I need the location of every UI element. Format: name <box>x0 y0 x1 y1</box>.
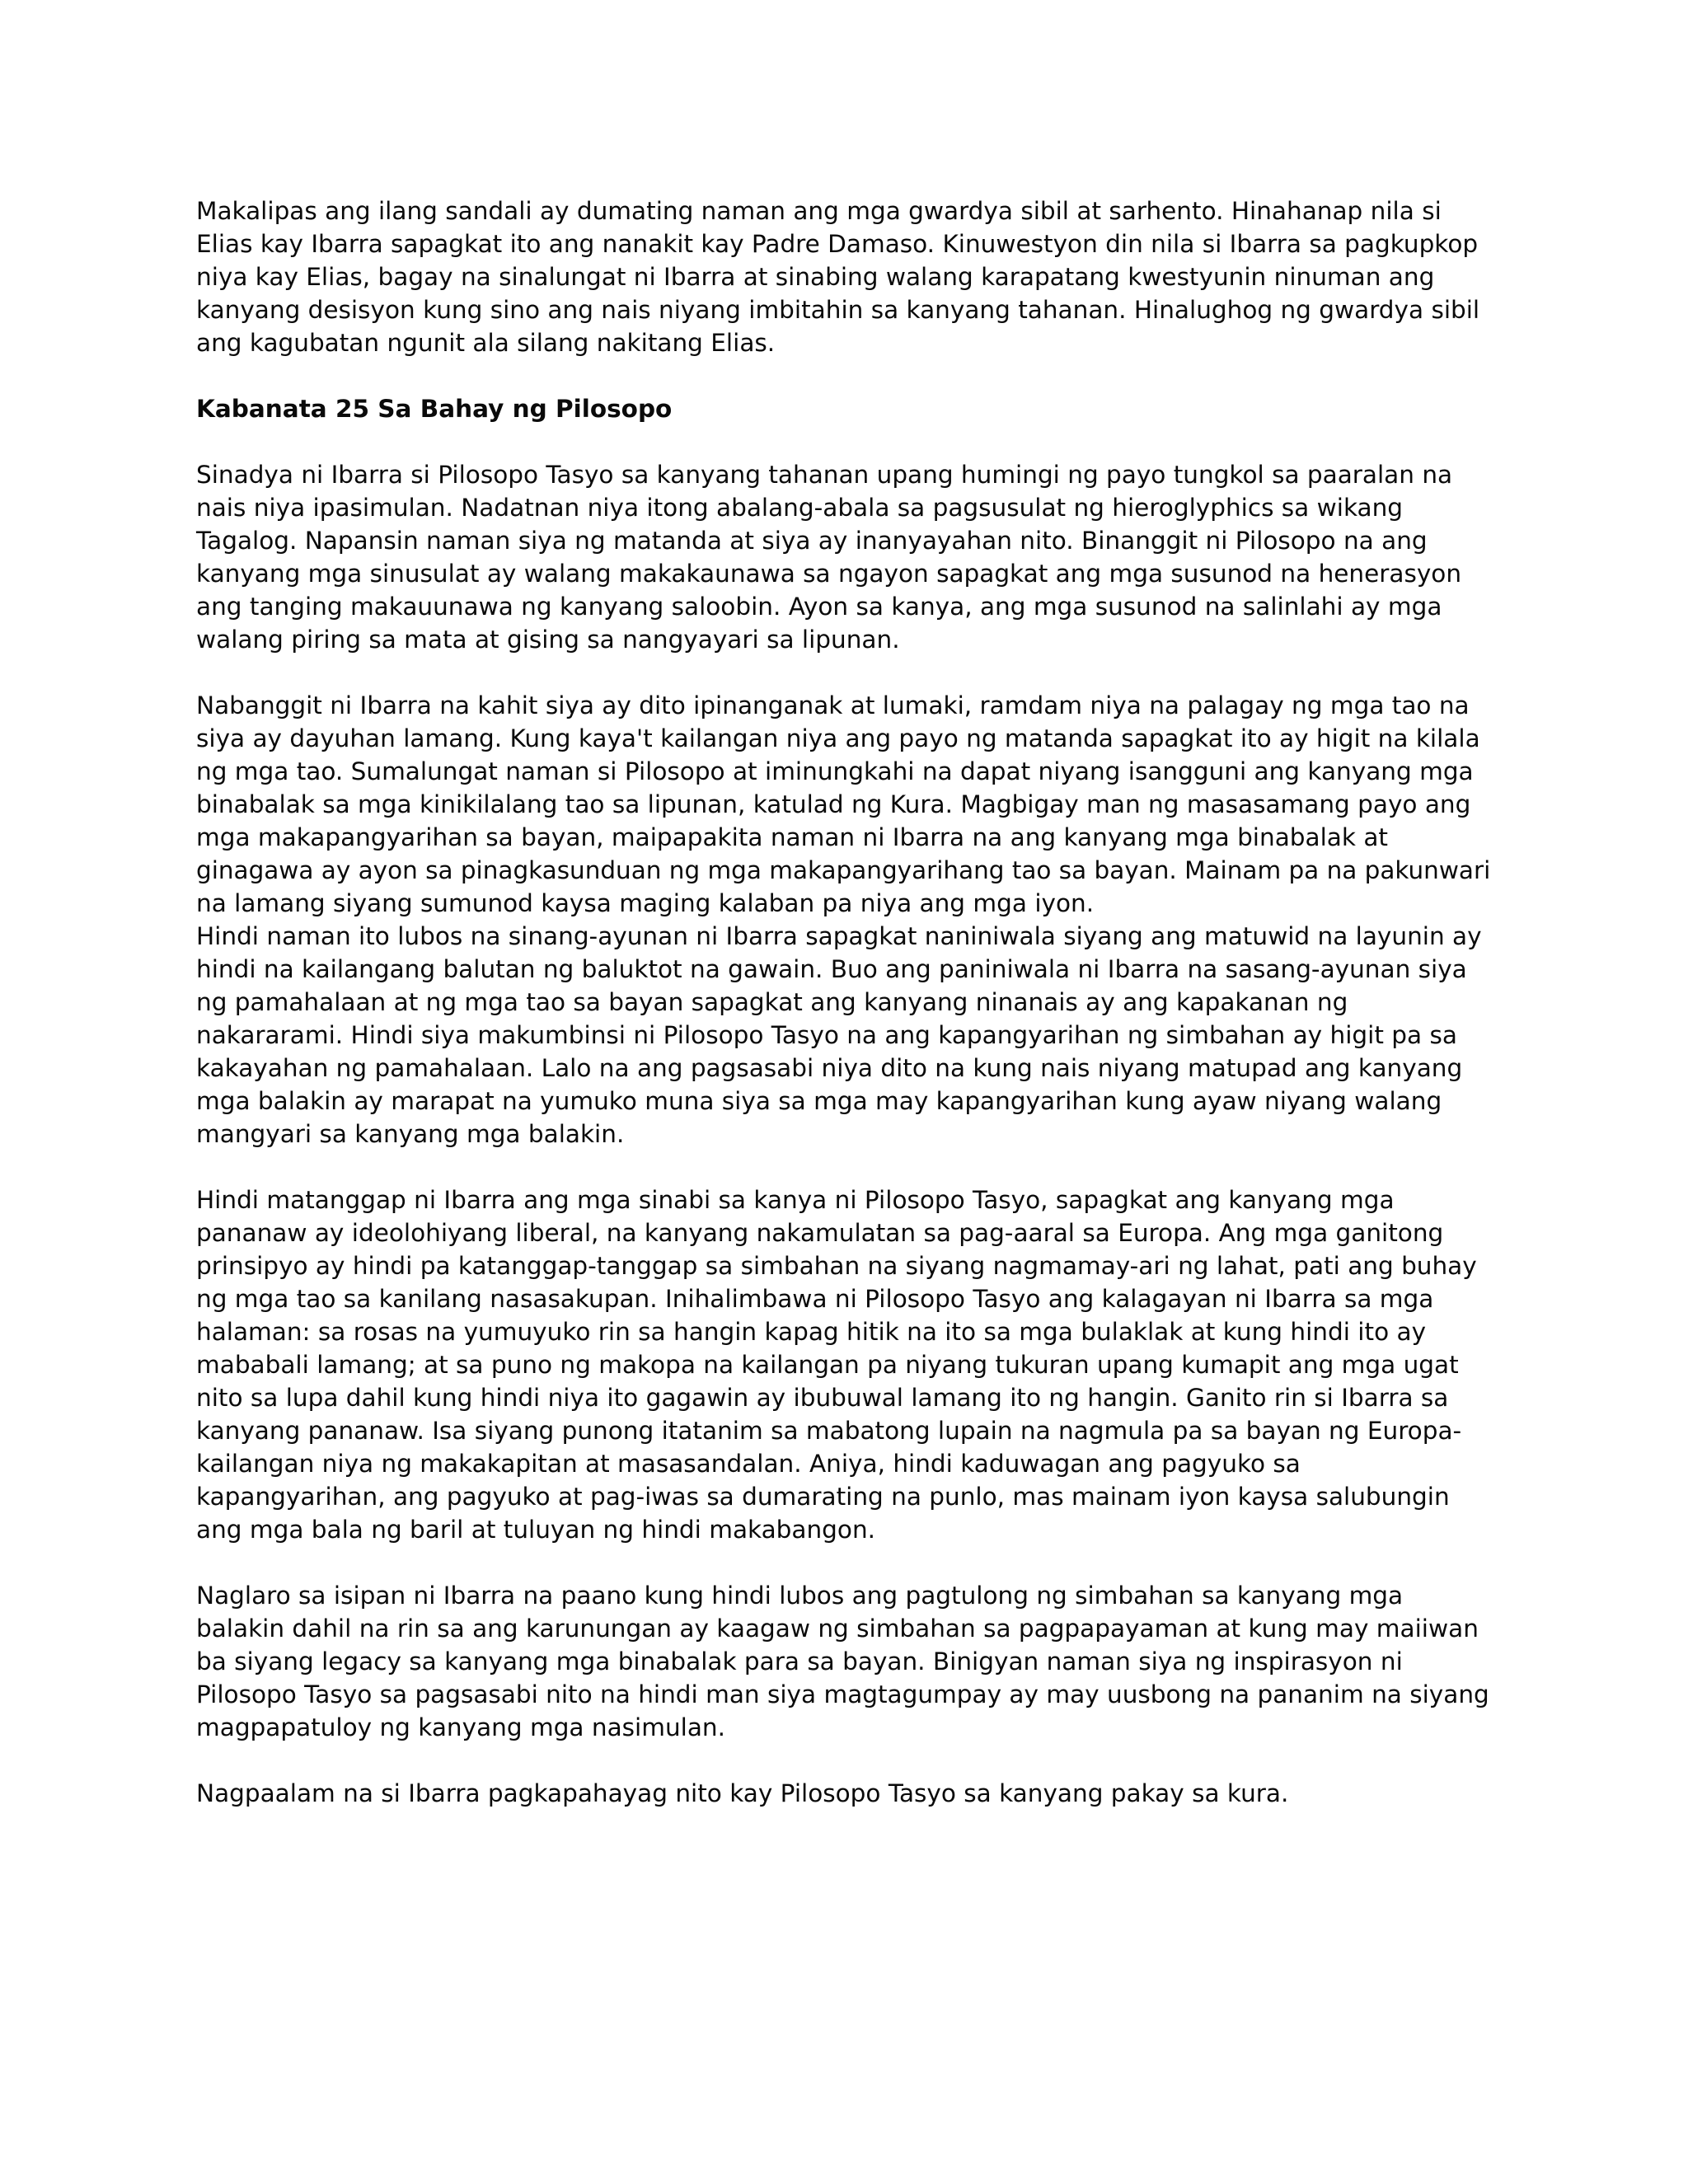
text-line: pananaw ay ideolohiyang liberal, na kanyang nakamulatan sa pag-aaral sa Europa. Ang mga ganitong <box>196 1219 1444 1247</box>
text-line: kailangan niya ng makakapitan at masasandalan. Aniya, hindi kaduwagan ang pagyuko sa <box>196 1450 1301 1478</box>
text-line: kanyang pananaw. Isa siyang punong itatanim sa mabatong lupain na nagmula pa sa bayan ng Europa- <box>196 1417 1462 1445</box>
text-line: ang mga bala ng baril at tuluyan ng hindi makabangon. <box>196 1516 876 1544</box>
text-line: Hindi naman ito lubos na sinang-ayunan ni Ibarra sapagkat naniniwala siyang ang matuwid na layunin ay <box>196 922 1482 950</box>
text-line: mababali lamang; at sa puno ng makopa na kailangan pa niyang tukuran upang kumapit ang mga ugat <box>196 1351 1459 1379</box>
text-line: ng mga tao. Sumalungat naman si Pilosopo at iminungkahi na dapat niyang isangguni ang kanyang mga <box>196 757 1474 785</box>
paragraph-2 <box>196 458 1490 656</box>
text-line: ang tanging makauunawa ng kanyang saloobin. Ayon sa kanya, ang mga susunod na salinlahi ay mga <box>196 593 1442 621</box>
text-line: ng pamahalaan at ng mga tao sa bayan sapagkat ang kanyang ninanais ay ang kapakanan ng <box>196 988 1348 1016</box>
text-line: halaman: sa rosas na yumuyuko rin sa hangin kapag hitik na ito sa mga bulaklak at kung hindi ito ay <box>196 1318 1427 1346</box>
text-line: Tagalog. Napansin naman siya ng matanda at siya ay inanyayahan nito. Binanggit ni Pilosopo na ang <box>196 527 1428 555</box>
text-line: Pilosopo Tasyo sa pagsasabi nito na hindi man siya magtagumpay ay may uusbong na pananim na siyang <box>196 1680 1489 1708</box>
text-line: Nagpaalam na si Ibarra pagkapahayag nito kay Pilosopo Tasyo sa kanyang pakay sa kura. <box>196 1779 1289 1807</box>
text-line: niya kay Elias, bagay na sinalungat ni Ibarra at sinabing walang karapatang kwestyunin ninuman ang <box>196 263 1435 291</box>
text-line: mangyari sa kanyang mga balakin. <box>196 1120 625 1148</box>
text-line: mga balakin ay marapat na yumuko muna siya sa mga may kapangyarihan kung ayaw niyang walang <box>196 1087 1442 1115</box>
document-body <box>196 194 1490 1843</box>
text-line: nais niya ipasimulan. Nadatnan niya itong abalang-abala sa pagsusulat ng hieroglyphics sa wikang <box>196 494 1404 522</box>
text-line: mga makapangyarihan sa bayan, maipapakita naman ni Ibarra na ang kanyang mga binabalak at <box>196 823 1388 851</box>
text-line: Makalipas ang ilang sandali ay dumating naman ang mga gwardya sibil at sarhento. Hinahanap nila si <box>196 197 1442 225</box>
text-line: kanyang mga sinusulat ay walang makakaunawa sa ngayon sapagkat ang mga susunod na henerasyon <box>196 560 1462 588</box>
text-line: nakararami. Hindi siya makumbinsi ni Pilosopo Tasyo na ang kapangyarihan ng simbahan ay higit pa sa <box>196 1021 1457 1049</box>
text-line: walang piring sa mata at gising sa nangyayari sa lipunan. <box>196 626 900 654</box>
text-line: magpapatuloy ng kanyang mga nasimulan. <box>196 1713 725 1741</box>
paragraph-7 <box>196 1777 1490 1810</box>
text-line: binabalak sa mga kinikilalang tao sa lipunan, katulad ng Kura. Magbigay man ng masasamang payo ang <box>196 790 1471 818</box>
text-line: ba siyang legacy sa kanyang mga binabalak para sa bayan. Binigyan naman siya ng inspirasyon ni <box>196 1647 1403 1675</box>
paragraph-3 <box>196 689 1490 920</box>
text-line: nito sa lupa dahil kung hindi niya ito gagawin ay ibubuwal lamang ito ng hangin. Ganito rin si Ibarra sa <box>196 1384 1449 1412</box>
paragraph-6 <box>196 1579 1490 1744</box>
chapter-heading: Kabanata 25 Sa Bahay ng Pilosopo <box>196 395 673 423</box>
text-line: kakayahan ng pamahalaan. Lalo na ang pagsasabi niya dito na kung nais niyang matupad ang kanyang <box>196 1054 1463 1082</box>
text-line: ang kagubatan ngunit ala silang nakitang Elias. <box>196 329 776 357</box>
text-line: siya ay dayuhan lamang. Kung kaya't kailangan niya ang payo ng matanda sapagkat ito ay higit na kilala <box>196 724 1480 752</box>
text-line: Elias kay Ibarra sapagkat ito ang nanakit kay Padre Damaso. Kinuwestyon din nila si Ibarra sa pagkupkop <box>196 230 1479 258</box>
paragraph-4 <box>196 920 1490 1151</box>
text-line: ginagawa ay ayon sa pinagkasunduan ng mga makapangyarihang tao sa bayan. Mainam pa na pakunwari <box>196 856 1491 884</box>
text-line: prinsipyo ay hindi pa katanggap-tanggap sa simbahan na siyang nagmamay-ari ng lahat, pati ang buhay <box>196 1252 1477 1280</box>
text-line: na lamang siyang sumunod kaysa maging kalaban pa niya ang mga iyon. <box>196 889 1095 917</box>
text-line: hindi na kailangang balutan ng baluktot na gawain. Buo ang paniniwala ni Ibarra na sasang-ayunan siya <box>196 955 1467 983</box>
text-line: balakin dahil na rin sa ang karunungan ay kaagaw ng simbahan sa pagpapayaman at kung may maiiwan <box>196 1615 1479 1643</box>
text-line: Sinadya ni Ibarra si Pilosopo Tasyo sa kanyang tahanan upang humingi ng payo tungkol sa paaralan na <box>196 461 1453 489</box>
paragraph-1 <box>196 194 1490 359</box>
text-line: kapangyarihan, ang pagyuko at pag-iwas sa dumarating na punlo, mas mainam iyon kaysa salubungin <box>196 1483 1450 1511</box>
text-line: ng mga tao sa kanilang nasasakupan. Inihalimbawa ni Pilosopo Tasyo ang kalagayan ni Ibarra sa mga <box>196 1285 1434 1313</box>
text-line: Hindi matanggap ni Ibarra ang mga sinabi sa kanya ni Pilosopo Tasyo, sapagkat ang kanyang mga <box>196 1186 1395 1214</box>
text-line: kanyang desisyon kung sino ang nais niyang imbitahin sa kanyang tahanan. Hinalughog ng gwardya sibil <box>196 296 1480 324</box>
paragraph-5 <box>196 1183 1490 1546</box>
text-line: Naglaro sa isipan ni Ibarra na paano kung hindi lubos ang pagtulong ng simbahan sa kanyang mga <box>196 1582 1404 1610</box>
text-line: Nabanggit ni Ibarra na kahit siya ay dito ipinanganak at lumaki, ramdam niya na palagay ng mga tao na <box>196 691 1470 719</box>
